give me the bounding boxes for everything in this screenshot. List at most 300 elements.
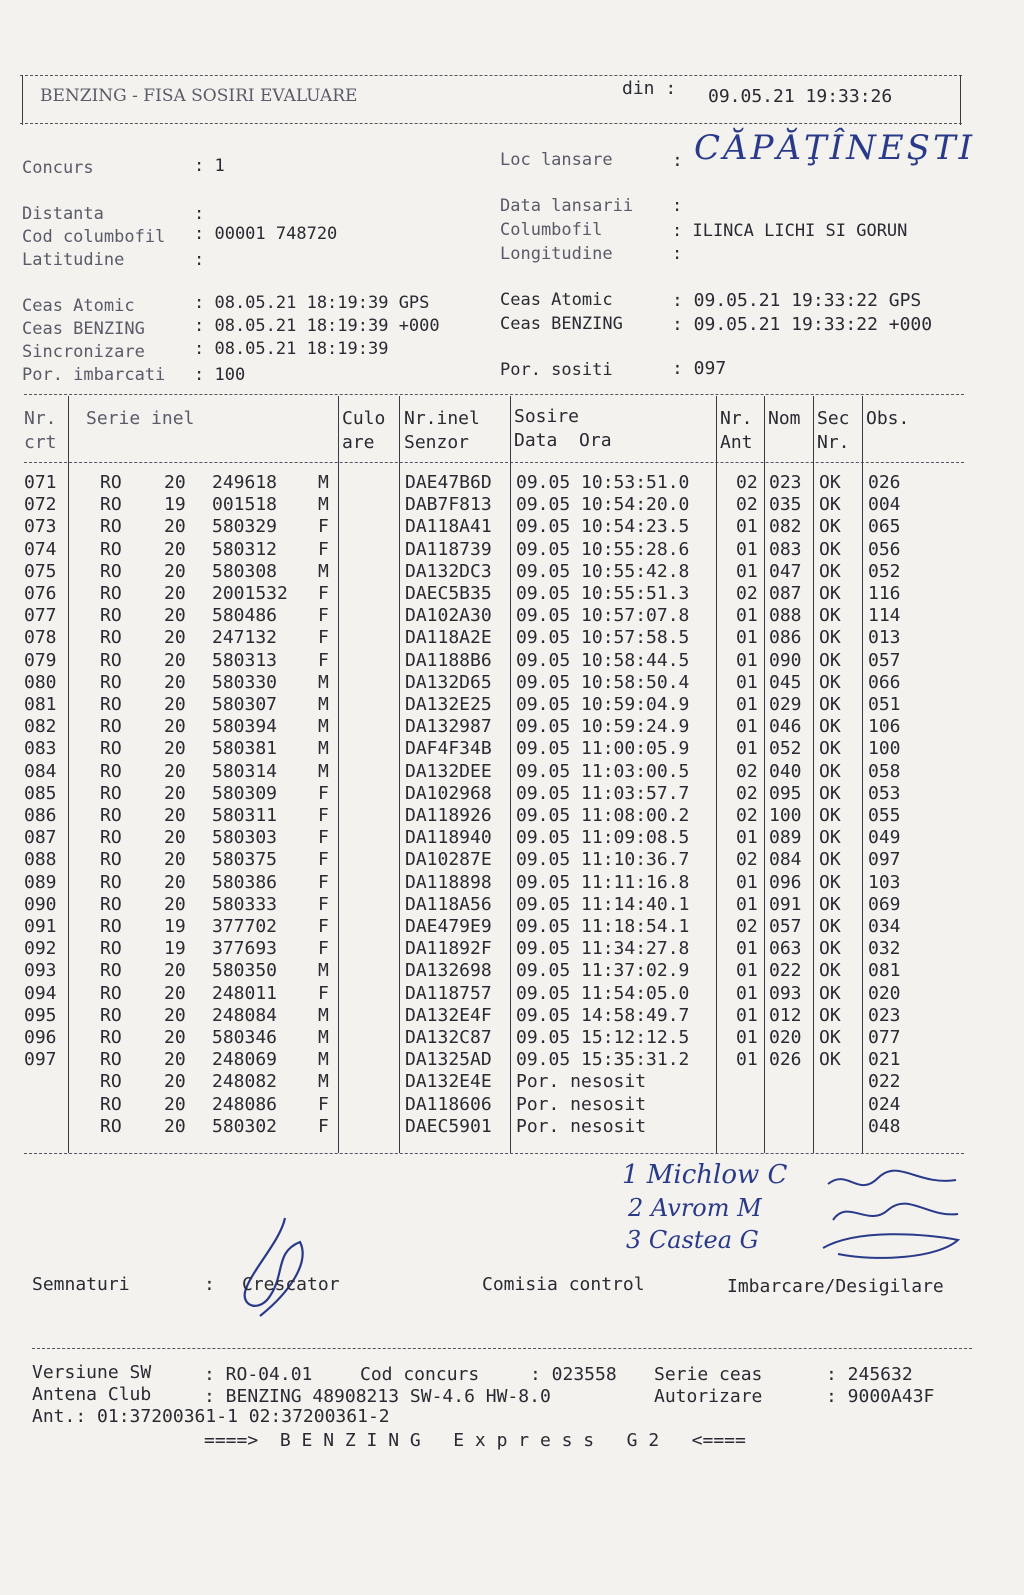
cell-ant: 02 [736,849,758,871]
cell-an: 20 [164,560,186,582]
cell-ant: 02 [736,472,758,493]
cell-sosire: 09.05 10:59:04.9 [516,694,690,715]
cell-tara: RO [100,627,122,649]
cell-nr: 083 [24,738,57,760]
cell-ant: 01 [736,938,758,960]
cell-sex: F [318,871,329,893]
table-row [0,1094,1024,1116]
table-row [0,1071,1024,1093]
cell-sec: OK [819,782,841,804]
table-row [0,627,1024,649]
cell-nr: 080 [24,671,57,693]
cell-sec: OK [819,827,841,849]
header-obs: Obs. [866,408,910,429]
cell-an: 20 [164,738,186,760]
comisia-control-label: Comisia control [482,1274,645,1295]
cell-an: 20 [164,472,186,493]
cell-inel: 377702 [212,916,278,937]
cell-sosire: 09.05 11:37:02.9 [516,960,690,982]
cell-sosire: 09.05 14:58:49.7 [516,1004,690,1026]
cell-sex: M [318,738,329,760]
cell-inel: 580386 [212,871,278,893]
cell-inel: 249618 [212,472,278,493]
table-row [0,472,1024,494]
cell-inel: 2001532 [212,583,288,604]
versiune-sw-value: : RO-04.01 [204,1364,313,1385]
cell-senzor: DA132E25 [405,694,492,715]
cell-ant: 01 [736,871,758,893]
cell-sex: M [318,960,329,982]
cell-sex: M [318,671,329,693]
header-sec: Sec [817,408,850,429]
cell-tara: RO [100,738,122,760]
cell-nr: 087 [24,827,57,849]
cell-tara: RO [100,849,122,871]
table-row [0,1005,1024,1027]
table-row [0,783,1024,805]
cell-inel: 580486 [212,605,278,627]
cell-tara: RO [100,893,122,915]
cell-sex: F [318,916,329,937]
ceas-benzing-end-value: : 09.05.21 19:33:22 +000 [672,314,933,335]
ceas-atomic-start-label: Ceas Atomic [22,296,135,316]
cell-sec: OK [819,893,841,915]
cell-sex: F [318,805,329,826]
cell-nom: 046 [769,716,802,738]
cell-nom: 040 [769,760,802,782]
cell-sex: F [318,1115,329,1137]
cell-obs: 069 [868,893,901,915]
cell-senzor: DA118606 [405,1093,492,1115]
cell-sec: OK [819,805,841,826]
cell-nr: 094 [24,982,57,1004]
cell-inel: 248011 [212,982,278,1004]
ceas-atomic-end-label: Ceas Atomic [500,290,613,310]
cell-senzor: DA118A56 [405,893,492,915]
cell-obs: 048 [868,1115,901,1137]
cell-nom: 088 [769,605,802,627]
cell-ant: 02 [736,760,758,782]
cell-senzor: DAEC5B35 [405,583,492,604]
cell-an: 20 [164,805,186,826]
cell-sec: OK [819,1004,841,1026]
header-nom: Nom [768,408,801,429]
cell-obs: 114 [868,605,901,627]
cell-tara: RO [100,560,122,582]
cell-sex: M [318,472,329,493]
cell-nr: 092 [24,938,57,960]
cell-nom: 035 [769,494,802,516]
cell-senzor: DAEC5901 [405,1115,492,1137]
cell-tara: RO [100,827,122,849]
header-nr: Nr. [24,408,57,429]
cell-sosire: 09.05 11:14:40.1 [516,893,690,915]
cell-sec: OK [819,938,841,960]
longitudine-label: Longitudine [500,244,613,264]
cell-senzor: DAE479E9 [405,916,492,937]
cell-nom: 086 [769,627,802,649]
cell-nr: 090 [24,893,57,915]
cell-inel: 580330 [212,671,278,693]
cell-nom: 082 [769,516,802,538]
cell-tara: RO [100,694,122,715]
cell-sex: M [318,1027,329,1048]
table-row [0,805,1024,827]
cell-sosire: 09.05 10:57:07.8 [516,605,690,627]
document-title: BENZING - FISA SOSIRI EVALUARE [40,86,358,106]
cell-inel: 580309 [212,782,278,804]
table-row [0,738,1024,760]
table-row [0,849,1024,871]
cell-nr: 085 [24,782,57,804]
table-row [0,650,1024,672]
commission-name-2: 2 Avrom M [628,1194,762,1222]
cell-sec: OK [819,538,841,560]
table-header-rule [24,462,964,463]
footer-top-rule [32,1348,972,1349]
cell-an: 20 [164,583,186,604]
cell-tara: RO [100,1049,122,1071]
cell-sosire: 09.05 11:10:36.7 [516,849,690,871]
cell-nr: 097 [24,1049,57,1071]
cell-senzor: DAB7F813 [405,494,492,516]
cell-senzor: DA132DEE [405,760,492,782]
cell-sosire: 09.05 10:58:50.4 [516,671,690,693]
cell-obs: 097 [868,849,901,871]
cell-obs: 055 [868,805,901,826]
cell-sec: OK [819,716,841,738]
table-row [0,983,1024,1005]
benzing-express-banner: ====> B E N Z I N G E x p r e s s G 2 <==== [204,1430,746,1451]
cell-sosire: 09.05 10:58:44.5 [516,649,690,671]
cell-ant: 01 [736,716,758,738]
cell-sex: M [318,1049,329,1071]
cell-sex: F [318,982,329,1004]
cell-sosire: 09.05 10:55:28.6 [516,538,690,560]
table-row [0,561,1024,583]
cell-sec: OK [819,494,841,516]
cell-sex: F [318,938,329,960]
cell-sex: M [318,1004,329,1026]
crescator-signature-scribble [230,1212,320,1322]
data-lansarii-label: Data lansarii [500,196,634,216]
cell-an: 20 [164,1049,186,1071]
cell-nr: 084 [24,760,57,782]
longitudine-value: : [672,244,683,264]
cell-obs: 106 [868,716,901,738]
cell-nr: 095 [24,1004,57,1026]
cell-obs: 026 [868,472,901,493]
cell-nom: 052 [769,738,802,760]
cell-nr: 093 [24,960,57,982]
cell-sosire: 09.05 10:55:42.8 [516,560,690,582]
cell-senzor: DAF4F34B [405,738,492,760]
cell-an: 20 [164,827,186,849]
cell-senzor: DA10287E [405,849,492,871]
antena-club-label: Antena Club [32,1384,152,1405]
serie-ceas-value: : 245632 [826,1364,913,1385]
cell-ant: 02 [736,805,758,826]
cell-senzor: DA132DC3 [405,560,492,582]
cell-sex: M [318,716,329,738]
cell-inel: 001518 [212,494,278,516]
cell-nr: 089 [24,871,57,893]
din-label: din : [622,78,677,99]
serie-ceas-label: Serie ceas [654,1364,763,1385]
header-are: are [342,432,375,453]
cell-obs: 066 [868,671,901,693]
cell-obs: 023 [868,1004,901,1026]
ceas-atomic-start-value: : 08.05.21 18:19:39 GPS [194,293,430,313]
cod-columbofil-label: Cod columbofil [22,227,166,247]
cell-inel: 377693 [212,938,278,960]
cell-tara: RO [100,782,122,804]
cell-sosire: 09.05 11:09:08.5 [516,827,690,849]
cell-senzor: DA118A41 [405,516,492,538]
cell-obs: 077 [868,1027,901,1048]
cell-tara: RO [100,671,122,693]
cell-senzor: DA1188B6 [405,649,492,671]
cell-sex: F [318,1093,329,1115]
autorizare-value: : 9000A43F [826,1386,935,1407]
cell-nom: 095 [769,782,802,804]
cell-tara: RO [100,716,122,738]
autorizare-label: Autorizare [654,1386,763,1407]
table-row [0,938,1024,960]
cod-concurs-value: : 023558 [530,1364,617,1385]
cell-ant: 01 [736,694,758,715]
header-top-rule [20,75,962,76]
cell-sosire: Por. nesosit [516,1071,647,1093]
cell-sosire: Por. nesosit [516,1093,647,1115]
cell-sex: F [318,516,329,538]
cell-sosire: 09.05 10:54:20.0 [516,494,690,516]
columbofil-value: : ILINCA LICHI SI GORUN [672,221,908,241]
cell-nom: 089 [769,827,802,849]
header-right-border [960,75,961,125]
latitudine-label: Latitudine [22,250,125,270]
cell-tara: RO [100,494,122,516]
table-row [0,494,1024,516]
cell-ant: 01 [736,560,758,582]
cell-sec: OK [819,649,841,671]
cell-an: 20 [164,760,186,782]
ceas-benzing-start-value: : 08.05.21 18:19:39 +000 [194,316,440,336]
table-row [0,872,1024,894]
cell-tara: RO [100,516,122,538]
cell-obs: 051 [868,694,901,715]
cell-an: 19 [164,938,186,960]
cell-sex: M [318,694,329,715]
cell-inel: 580329 [212,516,278,538]
cell-ant: 02 [736,782,758,804]
cell-tara: RO [100,805,122,826]
table-row [0,960,1024,982]
cell-sosire: Por. nesosit [516,1115,647,1137]
cell-tara: RO [100,1071,122,1093]
cell-sosire: 09.05 11:03:57.7 [516,782,690,804]
header-sec-nr: Nr. [817,432,850,453]
cell-obs: 034 [868,916,901,937]
cell-inel: 580303 [212,827,278,849]
cell-tara: RO [100,916,122,937]
cell-sex: M [318,494,329,516]
cell-an: 20 [164,627,186,649]
cell-nom: 057 [769,916,802,937]
cell-sosire: 09.05 11:54:05.0 [516,982,690,1004]
ceas-benzing-start-label: Ceas BENZING [22,319,145,339]
cell-inel: 247132 [212,627,278,649]
cell-senzor: DA118739 [405,538,492,560]
cell-nr: 075 [24,560,57,582]
cell-inel: 580375 [212,849,278,871]
cell-tara: RO [100,1004,122,1026]
cell-an: 20 [164,1071,186,1093]
cell-senzor: DA132987 [405,716,492,738]
cell-inel: 580311 [212,805,278,826]
loc-lansare-handwritten: CĂPĂŢÎNEŞTI [694,128,976,168]
cell-nr: 074 [24,538,57,560]
header-bottom-rule [20,123,962,124]
table-row [0,539,1024,561]
columbofil-label: Columbofil [500,220,603,240]
cell-sec: OK [819,671,841,693]
data-lansarii-value: : [672,196,683,216]
cell-sex: F [318,538,329,560]
cell-an: 20 [164,782,186,804]
cell-inel: 248084 [212,1004,278,1026]
cell-sosire: 09.05 15:35:31.2 [516,1049,690,1071]
cell-obs: 020 [868,982,901,1004]
cell-an: 20 [164,1115,186,1137]
header-culo: Culo [342,408,386,429]
cell-obs: 100 [868,738,901,760]
distanta-value: : [194,204,205,224]
cell-ant: 01 [736,738,758,760]
cell-nr: 082 [24,716,57,738]
commission-name-1: 1 Michlow C [622,1160,788,1190]
cell-obs: 103 [868,871,901,893]
cell-senzor: DA118757 [405,982,492,1004]
cell-sosire: 09.05 10:53:51.0 [516,472,690,493]
ceas-atomic-end-value: : 09.05.21 19:33:22 GPS [672,290,922,311]
cell-nr: 086 [24,805,57,826]
cell-nom: 022 [769,960,802,982]
por-sositi-label: Por. sositi [500,360,613,380]
cell-nom: 096 [769,871,802,893]
cell-ant: 01 [736,1049,758,1071]
cell-sex: F [318,649,329,671]
cell-nr: 079 [24,649,57,671]
por-imbarcati-label: Por. imbarcati [22,365,166,385]
cell-tara: RO [100,982,122,1004]
cell-an: 20 [164,649,186,671]
cell-tara: RO [100,760,122,782]
table-row [0,583,1024,605]
cell-inel: 580312 [212,538,278,560]
cell-senzor: DA118A2E [405,627,492,649]
sincronizare-label: Sincronizare [22,342,145,362]
table-row [0,516,1024,538]
table-row [0,827,1024,849]
por-imbarcati-value: : 100 [194,365,246,385]
cell-nr: 071 [24,472,57,493]
antenna-ids: Ant.: 01:37200361-1 02:37200361-2 [32,1406,390,1427]
cell-nom: 091 [769,893,802,915]
cell-sec: OK [819,849,841,871]
cod-columbofil-value: : 00001 748720 [194,224,338,244]
cell-senzor: DA11892F [405,938,492,960]
cell-ant: 01 [736,960,758,982]
cell-ant: 01 [736,671,758,693]
cell-tara: RO [100,1027,122,1048]
cell-senzor: DA118898 [405,871,492,893]
cell-an: 20 [164,716,186,738]
cell-an: 20 [164,538,186,560]
cell-nom: 020 [769,1027,802,1048]
cell-sec: OK [819,982,841,1004]
cell-nom: 090 [769,649,802,671]
cell-sex: M [318,760,329,782]
versiune-sw-label: Versiune SW [32,1362,152,1383]
cell-sosire: 09.05 10:59:24.9 [516,716,690,738]
cell-sec: OK [819,472,841,493]
cell-inel: 580346 [212,1027,278,1048]
cell-inel: 248082 [212,1071,278,1093]
cell-sec: OK [819,583,841,604]
cell-sec: OK [819,627,841,649]
loc-lansare-label: Loc lansare [500,150,613,170]
cell-tara: RO [100,960,122,982]
cell-an: 20 [164,1027,186,1048]
cell-nom: 029 [769,694,802,715]
cell-nom: 087 [769,583,802,604]
cell-sosire: 09.05 11:08:00.2 [516,805,690,826]
cell-sex: F [318,583,329,604]
por-sositi-value: : 097 [672,358,727,379]
table-row [0,1027,1024,1049]
cell-an: 20 [164,516,186,538]
cell-nom: 026 [769,1049,802,1071]
cell-sex: F [318,627,329,649]
cell-senzor: DA132E4F [405,1004,492,1026]
cell-an: 20 [164,893,186,915]
semnaturi-colon: : [204,1274,215,1295]
cell-tara: RO [100,538,122,560]
cell-obs: 056 [868,538,901,560]
cell-ant: 01 [736,982,758,1004]
cell-an: 19 [164,916,186,937]
cell-sex: F [318,849,329,871]
cell-ant: 01 [736,627,758,649]
cell-nr: 073 [24,516,57,538]
loc-lansare-colon: : [672,150,683,171]
header-senzor: Senzor [404,432,470,453]
cell-an: 20 [164,1004,186,1026]
cell-inel: 580302 [212,1115,278,1137]
cell-ant: 01 [736,649,758,671]
cell-sec: OK [819,1049,841,1071]
cell-sosire: 09.05 10:57:58.5 [516,627,690,649]
cell-nom: 084 [769,849,802,871]
concurs-label: Concurs [22,158,94,178]
imbarcare-desigilare-label: Imbarcare/Desigilare [727,1276,944,1297]
cell-sec: OK [819,960,841,982]
table-row [0,1116,1024,1138]
cell-sec: OK [819,516,841,538]
cell-ant: 01 [736,538,758,560]
cell-tara: RO [100,871,122,893]
